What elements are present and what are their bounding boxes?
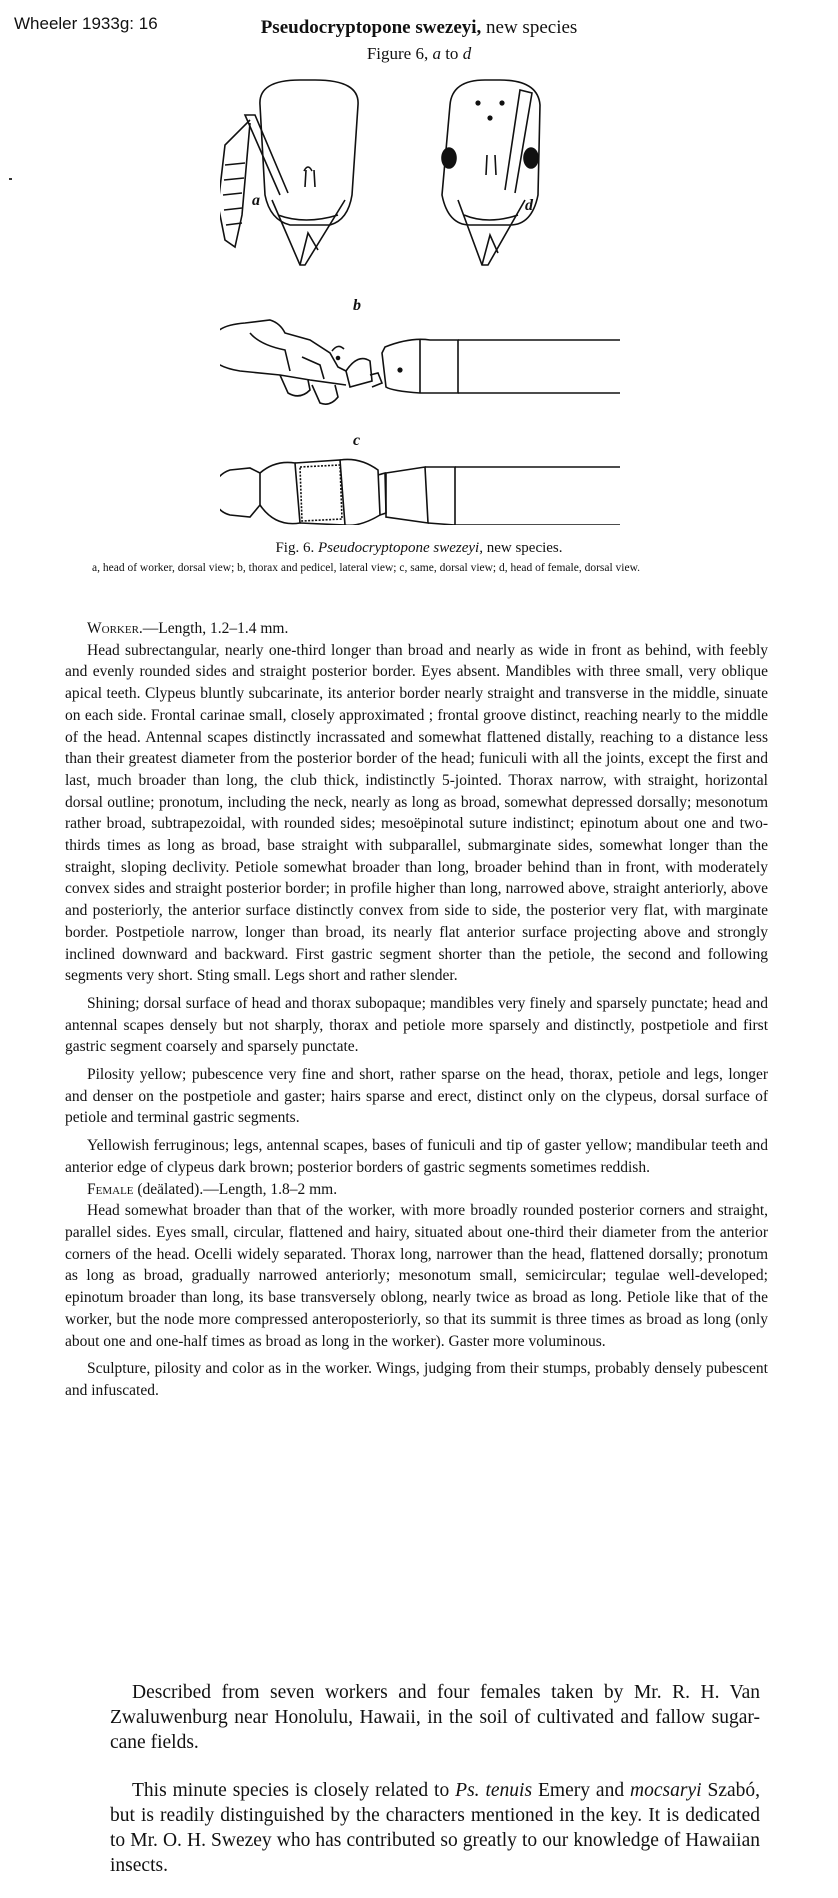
species-name: Pseudocryptopone swezeyi, [260, 17, 482, 38]
figure-label-a: a [252, 192, 260, 209]
remarks-part-1: This minute species is closely related to [132, 1780, 456, 1801]
color-paragraph: Yellowish ferruginous; legs, antennal scapes, bases of funiculi and tip of gaster yellow; mandibular teeth and anterior edge of clypeus dark brown; posterior borders of gastric segments sometimes reddish. [65, 1137, 768, 1176]
female-heading-line [65, 1179, 768, 1201]
female-length: (deälated).—Length, 1.8–2 mm. [133, 1180, 338, 1198]
figure-ref-prefix: Figure 6, [366, 44, 433, 63]
remarks-part-2: Emery and [532, 1780, 631, 1801]
scan-speck [9, 178, 12, 180]
type-material-text: Described from seven workers and four females taken by Mr. R. H. Van Zwaluwenburg near Honolulu, Hawaii, in the soil of cultivated and fallow sugar-cane fields. [110, 1682, 760, 1753]
caption-species: Pseudocryptopone swezeyi, [317, 540, 483, 556]
remarks-text [110, 1778, 760, 1878]
sculpture-paragraph: Shining; dorsal surface of head and thorax subopaque; mandibles very finely and sparsely punctate; head and antennal scapes densely but not sharply, thorax and petiole more sparsely and distinctly, postpetiole and first gastric segment coarsely and sparsely punctate. [65, 994, 768, 1056]
remarks-paragraph [110, 1778, 760, 1878]
caption-prefix: Fig. 6. [275, 540, 318, 556]
worker-description: Head subrectangular, nearly one-third longer than broad and nearly as wide in front as behind, with feebly and evenly rounded sides and straight posterior border. Eyes absent. Mandibles with three small, very oblique apical teeth. Clypeus bluntly subcarinate, its anterior border nearly straight and transverse in the middle, sinuate on each side. Frontal carinae small, closely approximated ; frontal groove distinct, reaching nearly to the middle of the head. Antennal scapes distinctly incrassated and somewhat flattened distally, reaching to a distance less than their greatest diameter from the posterior border of the head; funiculi with all the joints, except the first and last, much broader than long, the club thick, indistinctly 5-jointed. Thorax narrow, with straight, horizontal dorsal outline; pronotum, including the neck, nearly as long as broad, somewhat depressed dorsally; mesonotum rather broad, subtrapezoidal, with rounded sides; mesoëpinotal suture indistinct; epinotum about one and two-thirds times as long as broad, base straight with subparallel, submarginate sides, somewhat longer than the straight, sloping declivity. Petiole somewhat broader than long, broader behind than in front, with moderately convex sides and straight posterior border; in profile higher than long, narrowed above, straight anteriorly, above and posteriorly, the anterior surface distinctly convex from side to side, the posterior very flat, with marginate border. Postpetiole narrow, longer than broad, its nearly flat anterior surface projecting above and strongly inclined downward and backward. First gastric segment shorter than the petiole, the second and following segments very short. Sting small. Legs short and rather slender. [65, 641, 768, 985]
description-body [65, 618, 768, 1408]
figure-ref-to: to [440, 44, 463, 63]
caption-suffix: new species. [482, 540, 563, 556]
species-status: new species [481, 17, 578, 38]
ant-figure-illustration [220, 75, 620, 525]
figure-a-worker-head [220, 80, 358, 265]
worker-heading-line [65, 618, 768, 640]
pilosity-paragraph: Pilosity yellow; pubescence very fine and short, rather sparse on the head, thorax, petiole and legs, longer and denser on the postpetiole and gaster; hairs sparse and erect, distinct only on the clypeus, dorsal surface of petiole and terminal gastric segments. [65, 1066, 768, 1127]
female-heading: Female [87, 1180, 134, 1198]
figure-label-b: b [353, 297, 361, 314]
figure-caption [0, 540, 838, 557]
figure-label-c: c [353, 432, 361, 449]
species-title [0, 17, 838, 39]
figure-label-d: d [525, 197, 533, 214]
female-description: Head somewhat broader than that of the worker, with more broadly rounded posterior corners and straight, parallel sides. Eyes small, circular, flattened and hairy, situated about one-third their diameter from the anterior corners of the head. Ocelli widely separated. Thorax long, narrower than the head, flattened dorsally; pronotum as long as broad, gradually narrowed anteriorly; mesonotum small, semicircular; tegulae well-developed; epinotum broader than long, its base transversely oblong, nearly twice as broad as long. Petiole like that of the worker, but the node more compressed anteroposteriorly, so that its summit is three times as broad as long (only about one and one-half times as broad as long in the worker). Gaster more voluminous. [65, 1202, 768, 1350]
remarks-part-3: Szabó, but is readily distinguished by the characters mentioned in the key. It is dedicated to Mr. O. H. Swezey who has contributed so greatly to our knowledge of Hawaiian insects. [110, 1780, 761, 1876]
citation: Wheeler 1933g: 16 [14, 14, 158, 33]
figure-reference [0, 44, 838, 64]
remarks-species-mocsaryi: mocsaryi [630, 1780, 702, 1801]
remarks-species-tenuis: Ps. tenuis [455, 1780, 533, 1801]
type-material-paragraph [110, 1680, 760, 1755]
figure-b-thorax-lateral [220, 297, 620, 404]
worker-length: —Length, 1.2–1.4 mm. [142, 620, 289, 637]
figure-ref-d: d [462, 44, 472, 63]
figure-d-female-head [442, 80, 540, 265]
female-sculpture-paragraph: Sculpture, pilosity and color as in the worker. Wings, judging from their stumps, probably densely pubescent and infuscated. [65, 1360, 768, 1399]
worker-heading: Worker. [87, 620, 143, 637]
figure-legend: a, head of worker, dorsal view; b, thorax and pedicel, lateral view; c, same, dorsal view; d, head of female, dorsal view. [92, 562, 641, 574]
figure-c-thorax-dorsal [220, 432, 620, 525]
figure-ref-a: a [432, 44, 441, 63]
